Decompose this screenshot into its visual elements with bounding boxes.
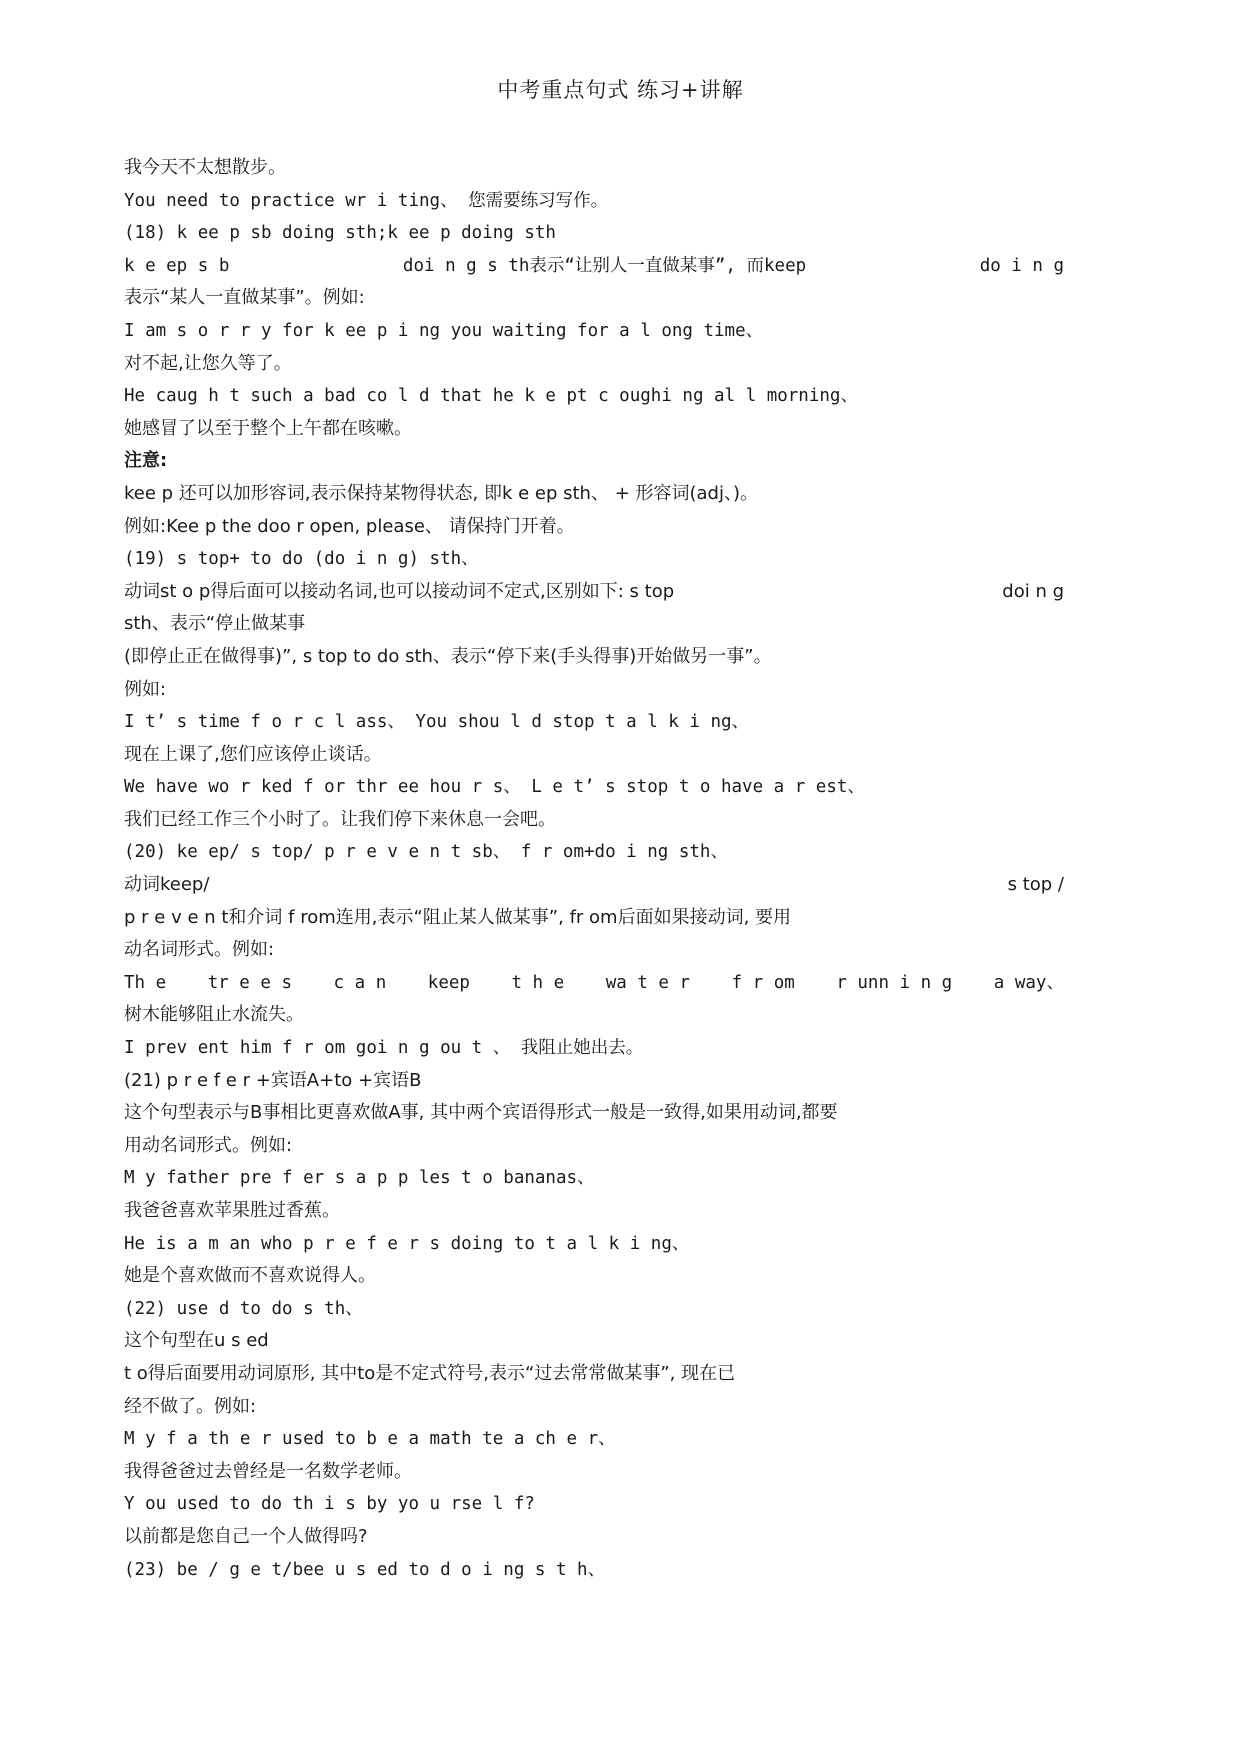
text-segment: wa t e r bbox=[605, 972, 691, 993]
translation-line: 树木能够阻止水流失。 bbox=[124, 1004, 304, 1026]
text-line: 例如: bbox=[124, 678, 167, 700]
justified-line bbox=[124, 576, 1064, 609]
section-heading-19: (19) s top+ to do (do i n g) sth、 bbox=[124, 549, 479, 570]
text-segment: f r om bbox=[731, 972, 795, 993]
text-line: 表示“某人一直做某事”。例如: bbox=[124, 287, 365, 309]
example-sentence: Y ou used to do th i s by yo u rse l f? bbox=[124, 1494, 535, 1515]
section-heading-20: (20) ke ep/ s top/ p r e v e n t sb、 f r om+do i ng sth、 bbox=[124, 842, 728, 863]
text-segment: 动词st o p得后面可以接动名词,也可以接动词不定式,区别如下: s top bbox=[124, 580, 675, 602]
text-segment: k e ep s b bbox=[124, 255, 230, 276]
text-line: 用动名词形式。例如: bbox=[124, 1134, 293, 1156]
translation-line: 现在上课了,您们应该停止谈话。 bbox=[124, 743, 382, 765]
translation-line: 以前都是您自己一个人做得吗? bbox=[124, 1525, 368, 1547]
text-line: p r e v e n t和介词 f rom连用,表示“阻止某人做某事”, fr om后面如果接动词, 要用 bbox=[124, 906, 792, 928]
translation-line: 我爸爸喜欢苹果胜过香蕉。 bbox=[124, 1200, 340, 1221]
translation-line: 我得爸爸过去曾经是一名数学老师。 bbox=[124, 1460, 412, 1482]
note-heading: 注意: bbox=[124, 450, 168, 472]
text-segment: doi n g bbox=[1002, 580, 1064, 602]
text-line: 经不做了。例如: bbox=[124, 1395, 257, 1417]
text-segment: s top / bbox=[1007, 874, 1064, 896]
translation-line: 我们已经工作三个小时了。让我们停下来休息一会吧。 bbox=[124, 808, 556, 830]
text-line: 这个句型表示与B事相比更喜欢做A事, 其中两个宾语得形式一般是一致得,如果用动词,都要 bbox=[124, 1102, 838, 1124]
text-segment: a way、 bbox=[993, 972, 1064, 993]
page-title: 中考重点句式 练习+讲解 bbox=[497, 78, 744, 102]
text-segment: do i n g bbox=[979, 255, 1064, 276]
section-heading-18: (18) k ee p sb doing sth;k ee p doing sth bbox=[124, 223, 556, 244]
example-sentence: M y f a th e r used to b e a math te a ch e r、 bbox=[124, 1429, 616, 1450]
justified-line bbox=[124, 967, 1064, 1000]
text-segment: c a n bbox=[333, 972, 387, 993]
example-sentence: We have wo r ked f or thr ee hou r s、 L e t’ s stop t o have a r est、 bbox=[124, 777, 865, 798]
text-segment: tr e e s bbox=[207, 972, 292, 993]
text-line: (即停止正在做得事)”, s top to do sth、表示“停下来(手头得事)开始做另一事”。 bbox=[124, 645, 772, 667]
text-segment: Th e bbox=[124, 972, 167, 993]
section-heading-21: (21) p r e f e r +宾语A+to +宾语B bbox=[124, 1069, 422, 1091]
text-segment: keep bbox=[427, 972, 470, 993]
example-sentence: He caug h t such a bad co l d that he k e pt c oughi ng al l morning、 bbox=[124, 386, 858, 407]
example-sentence: I prev ent him f r om goi n g ou t 、 我阻止她出去。 bbox=[124, 1038, 644, 1059]
translation-line: 对不起,让您久等了。 bbox=[124, 352, 292, 374]
text-segment: doi n g s th表示“让别人一直做某事”, 而keep bbox=[402, 255, 807, 276]
example-sentence: I t’ s time f o r c l ass、 You shou l d stop t a l k i ng、 bbox=[124, 712, 750, 733]
justified-line bbox=[124, 869, 1064, 902]
justified-line bbox=[124, 250, 1064, 283]
example-sentence: I am s o r r y for k ee p i ng you waiting for a l ong time、 bbox=[124, 320, 764, 341]
text-line: 动名词形式。例如: bbox=[124, 939, 275, 961]
example-sentence: He is a m an who p r e f e r s doing to t a l k i ng、 bbox=[124, 1233, 690, 1254]
example-sentence: M y father pre f er s a p p les t o bananas、 bbox=[124, 1168, 595, 1189]
text-line: 这个句型在u s ed bbox=[124, 1330, 269, 1352]
translation-line: 她感冒了以至于整个上午都在咳嗽。 bbox=[124, 417, 412, 439]
text-line: t o得后面要用动词原形, 其中to是不定式符号,表示“过去常常做某事”, 现在已 bbox=[124, 1362, 736, 1384]
text-segment: 动词keep/ bbox=[124, 874, 210, 896]
section-heading-23: (23) be / g e t/bee u s ed to d o i ng s t h、 bbox=[124, 1559, 606, 1580]
text-line: You need to practice wr i ting、 您需要练习写作。 bbox=[124, 190, 609, 211]
section-heading-22: (22) use d to do s th、 bbox=[124, 1298, 363, 1319]
text-line: 例如:Kee p the doo r open, please、 请保持门开着。 bbox=[124, 515, 575, 537]
translation-line: 她是个喜欢做而不喜欢说得人。 bbox=[124, 1265, 376, 1287]
text-line: sth、表示“停止做某事 bbox=[124, 613, 306, 635]
text-segment: t h e bbox=[511, 972, 565, 993]
text-line: 我今天不太想散步。 bbox=[124, 157, 286, 178]
document-body bbox=[124, 152, 1064, 1586]
text-segment: r unn i n g bbox=[836, 972, 953, 993]
text-line: kee p 还可以加形容词,表示保持某物得状态, 即k e ep sth、 + 形容词(adj、)。 bbox=[124, 482, 758, 504]
